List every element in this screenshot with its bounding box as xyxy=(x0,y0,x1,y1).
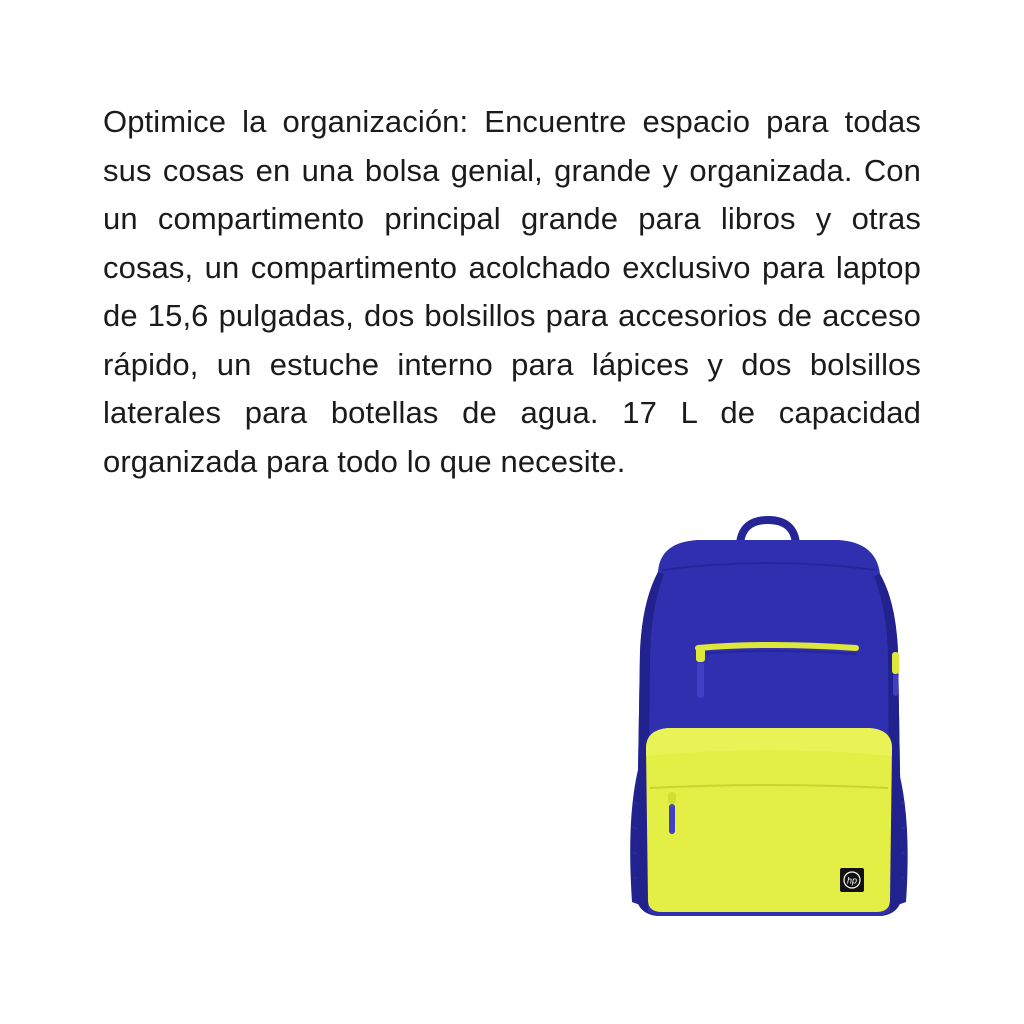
backpack-upper-zipper-pull xyxy=(696,648,705,662)
backpack-upper-zipper xyxy=(698,645,856,648)
hp-logo-text: hp xyxy=(846,875,858,886)
product-description: Optimice la organización: Encuentre espacio para todas sus cosas en una bolsa genial, grande y organizada. Con un compartimento principal grande para libros y otras cosas, un compartimento acolchado exclusivo para laptop de 15,6 pulgadas, dos bolsillos para accesorios de acceso rápido, un estuche interno para lápices y dos bolsillos laterales para botellas de agua. 17 L de capacidad organizada para todo lo que necesite. xyxy=(103,104,921,479)
backpack-image xyxy=(618,512,918,922)
